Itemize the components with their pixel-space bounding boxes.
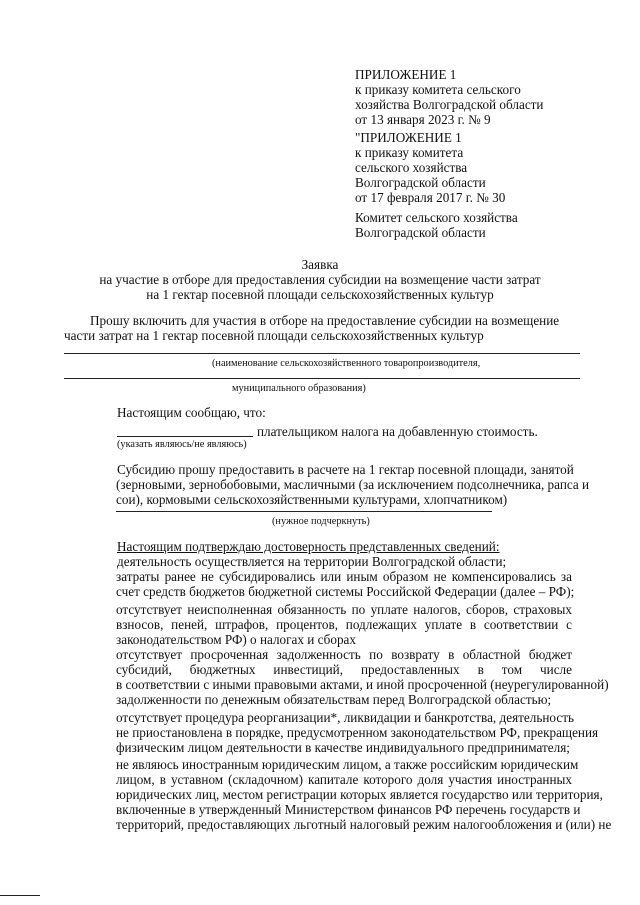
confirm-line: в соответствии с иными правовыми актами, и иной просроченной (неурегулированной) — [116, 677, 609, 692]
appendix-line: хозяйства Волгоградской области — [355, 97, 544, 112]
appendix-title: ПРИЛОЖЕНИЕ 1 — [355, 67, 457, 82]
confirm-line: лицом, в уставном (складочном) капитале которого доля участия иностранных — [116, 772, 572, 787]
confirm-line: затраты ранее не субсидировались или иным образом не компенсировались за — [116, 569, 572, 584]
municipality-caption: муниципального образования) — [232, 383, 366, 394]
confirm-line: взносов, пеней, штрафов, процентов, подлежащих уплате в соответствии с — [116, 617, 572, 632]
confirm-line: юридических лиц, местом регистрации которых является государство или территория, — [116, 787, 603, 802]
form-subtitle: на 1 гектар посевной площади сельскохозяйственных культур — [146, 287, 494, 302]
confirm-line: законодательством РФ) о налогах и сборах — [116, 632, 357, 647]
subsidy-line: сои), кормовыми сельскохозяйственными культурами, хлопчатником) — [116, 492, 508, 507]
appendix-line: сельского хозяйства — [355, 160, 468, 175]
confirm-line: включенные в утвержденный Министерством финансов РФ перечень государств и — [116, 802, 581, 817]
confirm-line: физическим лицом деятельности в качестве индивидуального предпринимателя; — [116, 740, 570, 755]
confirm-line: счет средств бюджетов бюджетной системы Российской Федерации (далее – РФ); — [116, 584, 575, 599]
confirm-line: отсутствует неисполненная обязанность по уплате налогов, сборов, страховых — [116, 602, 572, 617]
appendix-line: к приказу комитета сельского — [355, 82, 521, 97]
appendix-line: от 13 января 2023 г. № 9 — [355, 112, 491, 127]
confirm-line: отсутствует процедура реорганизации*, ликвидации и банкротства, деятельность — [116, 710, 574, 725]
confirm-line: не являюсь иностранным юридическим лицом, а также российским юридическим — [116, 757, 579, 772]
confirm-line: субсидий, бюджетных инвестиций, предоставленных в том числе — [116, 662, 572, 677]
subsidy-line: (зерновыми, зернобобовыми, масличными (за исключением подсолнечника, рапса и — [116, 477, 590, 492]
producer-blank-line[interactable] — [64, 353, 580, 354]
appendix-line: от 17 февраля 2017 г. № 30 — [355, 190, 506, 205]
producer-caption: (наименование сельскохозяйственного товаропроизводителя, — [212, 358, 481, 369]
confirm-line: территорий, предоставляющих льготный налоговый режим налогообложения и (или) не — [116, 817, 612, 832]
form-subtitle: на участие в отборе для предоставления субсидии на возмещение части затрат — [99, 272, 541, 287]
confirm-heading: Настоящим подтверждаю достоверность представленных сведений: — [117, 539, 500, 554]
confirm-line: не приостановлена в порядке, предусмотренном законодательством РФ, прекращения — [116, 725, 599, 740]
vat-hint: (указать являюсь/не являюсь) — [117, 439, 247, 450]
vat-intro: Настоящим сообщаю, что: — [117, 405, 266, 420]
footnote-rule — [0, 895, 40, 896]
subsidy-hint: (нужное подчеркнуть) — [272, 516, 370, 527]
appendix-line: Волгоградской области — [355, 175, 486, 190]
confirm-line: отсутствует просроченная задолженность по возврату в областной бюджет — [116, 647, 572, 662]
appendix-line: к приказу комитета — [355, 145, 464, 160]
crop-blank-line[interactable] — [116, 511, 492, 512]
subsidy-line: Субсидию прошу предоставить в расчете на 1 гектар посевной площади, занятой — [117, 462, 574, 477]
confirm-line: деятельность осуществляется на территории Волгоградской области; — [117, 554, 507, 569]
addressee-line: Комитет сельского хозяйства — [355, 210, 518, 225]
request-line: Прошу включить для участия в отборе на предоставление субсидии на возмещение — [90, 313, 560, 328]
addressee-line: Волгоградской области — [355, 225, 486, 240]
request-line: части затрат на 1 гектар посевной площади сельскохозяйственных культур — [64, 328, 484, 343]
appendix-title-old: "ПРИЛОЖЕНИЕ 1 — [355, 130, 462, 145]
form-title: Заявка — [301, 257, 339, 272]
municipality-blank-line[interactable] — [64, 378, 580, 379]
confirm-line: задолженности по денежным обязательствам перед Волгоградской областью; — [116, 692, 552, 707]
vat-statement: плательщиком налога на добавленную стоимость. — [257, 424, 538, 439]
